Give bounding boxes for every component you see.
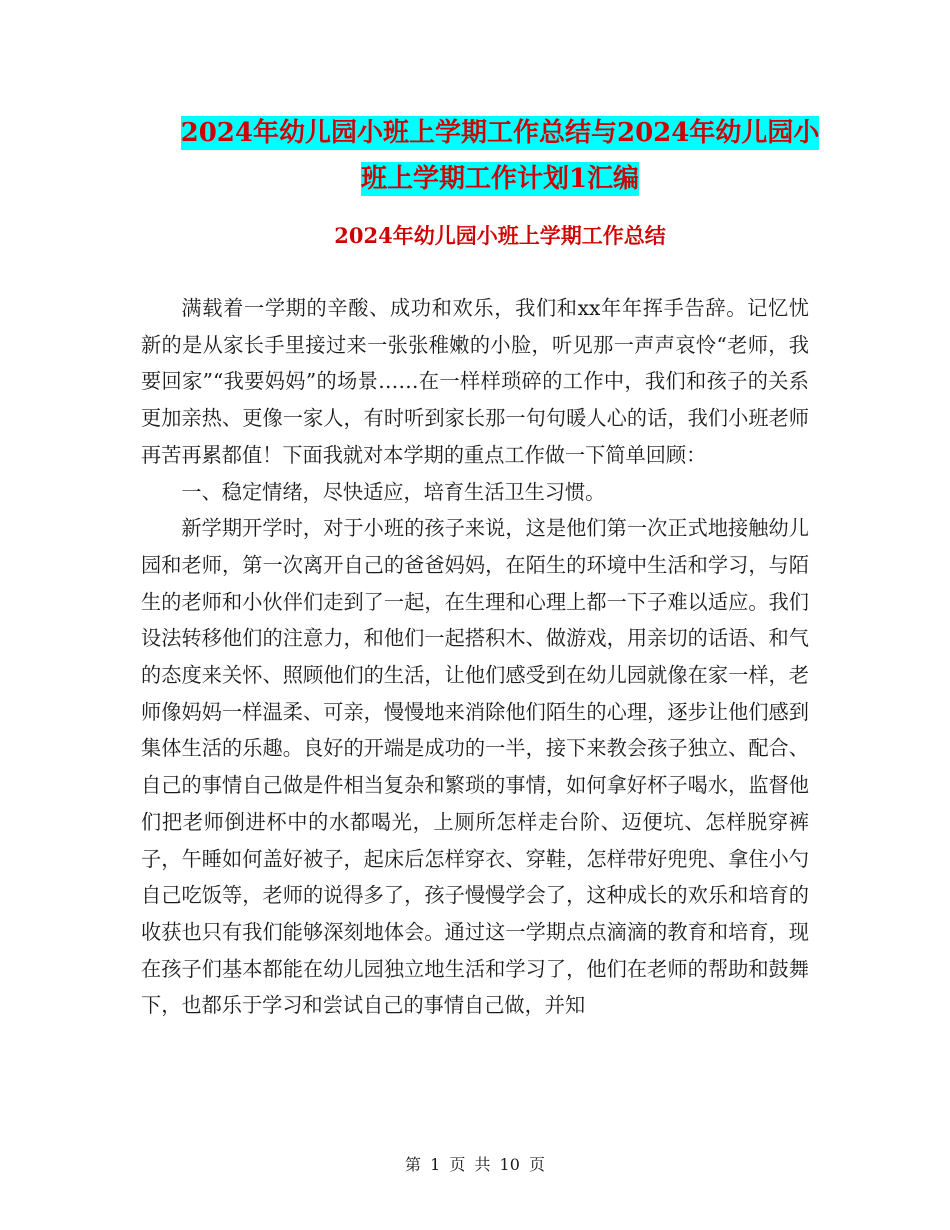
paragraph: 新学期开学时，对于小班的孩子来说，这是他们第一次正式地接触幼儿园和老师，第一次离开自己的爸爸妈妈，在陌生的环境中生活和学习，与陌生的老师和小伙伴们走到了一起，在生理和心理上都一下子难以适应。我们设法转移他们的注意力，和他们一起搭积木、做游戏，用亲切的话语、和气的态度来关怀、照顾他们的生活，让他们感受到在幼儿园就像在家一样，老师像妈妈一样温柔、可亲，慢慢地来消除他们陌生的心理，逐步让他们感到集体生活的乐趣。良好的开端是成功的一半，接下来教会孩子独立、配合、自己的事情自己做是件相当复杂和繁琐的事情，如何拿好杯子喝水，监督他们把老师倒进杯中的水都喝光，上厕所怎样走台阶、迈便坑、怎样脱穿裤子，午睡如何盖好被子，起床后怎样穿衣、穿鞋，怎样带好兜兜、拿住小勺自己吃饭等，老师的说得多了，孩子慢慢学会了，这种成长的欢乐和培育的收获也只有我们能够深刻地体会。通过这一学期点点滴滴的教育和培育，现在孩子们基本都能在幼儿园独立地生活和学习了，他们在老师的帮助和鼓舞下，也都乐于学习和尝试自己的事情自己做，并知 <box>141 516 809 1018</box>
paragraph: 一、稳定情绪，尽快适应，培育生活卫生习惯。 <box>181 479 606 504</box>
document-body <box>141 290 809 1024</box>
title-line-2: 班上学期工作计划1汇编 <box>360 164 640 194</box>
page-footer: 第 1 页 共 10 页 <box>405 1155 545 1174</box>
section-title: 2024年幼儿园小班上学期工作总结 <box>334 223 666 248</box>
title-line-1: 2024年幼儿园小班上学期工作总结与2024年幼儿园小 <box>180 118 820 148</box>
paragraph: 满载着一学期的辛酸、成功和欢乐，我们和xx年年挥手告辞。记忆忧新的是从家长手里接过来一张张稚嫩的小脸，听见那一声声哀怜“老师，我要回家”“我要妈妈”的场景……在一样样琐碎的工作中，我们和孩子的关系更加亲热、更像一家人，有时听到家长那一句句暖人心的话，我们小班老师再苦再累都值！下面我就对本学期的重点工作做一下简单回顾： <box>141 296 809 467</box>
document-title <box>140 110 860 202</box>
